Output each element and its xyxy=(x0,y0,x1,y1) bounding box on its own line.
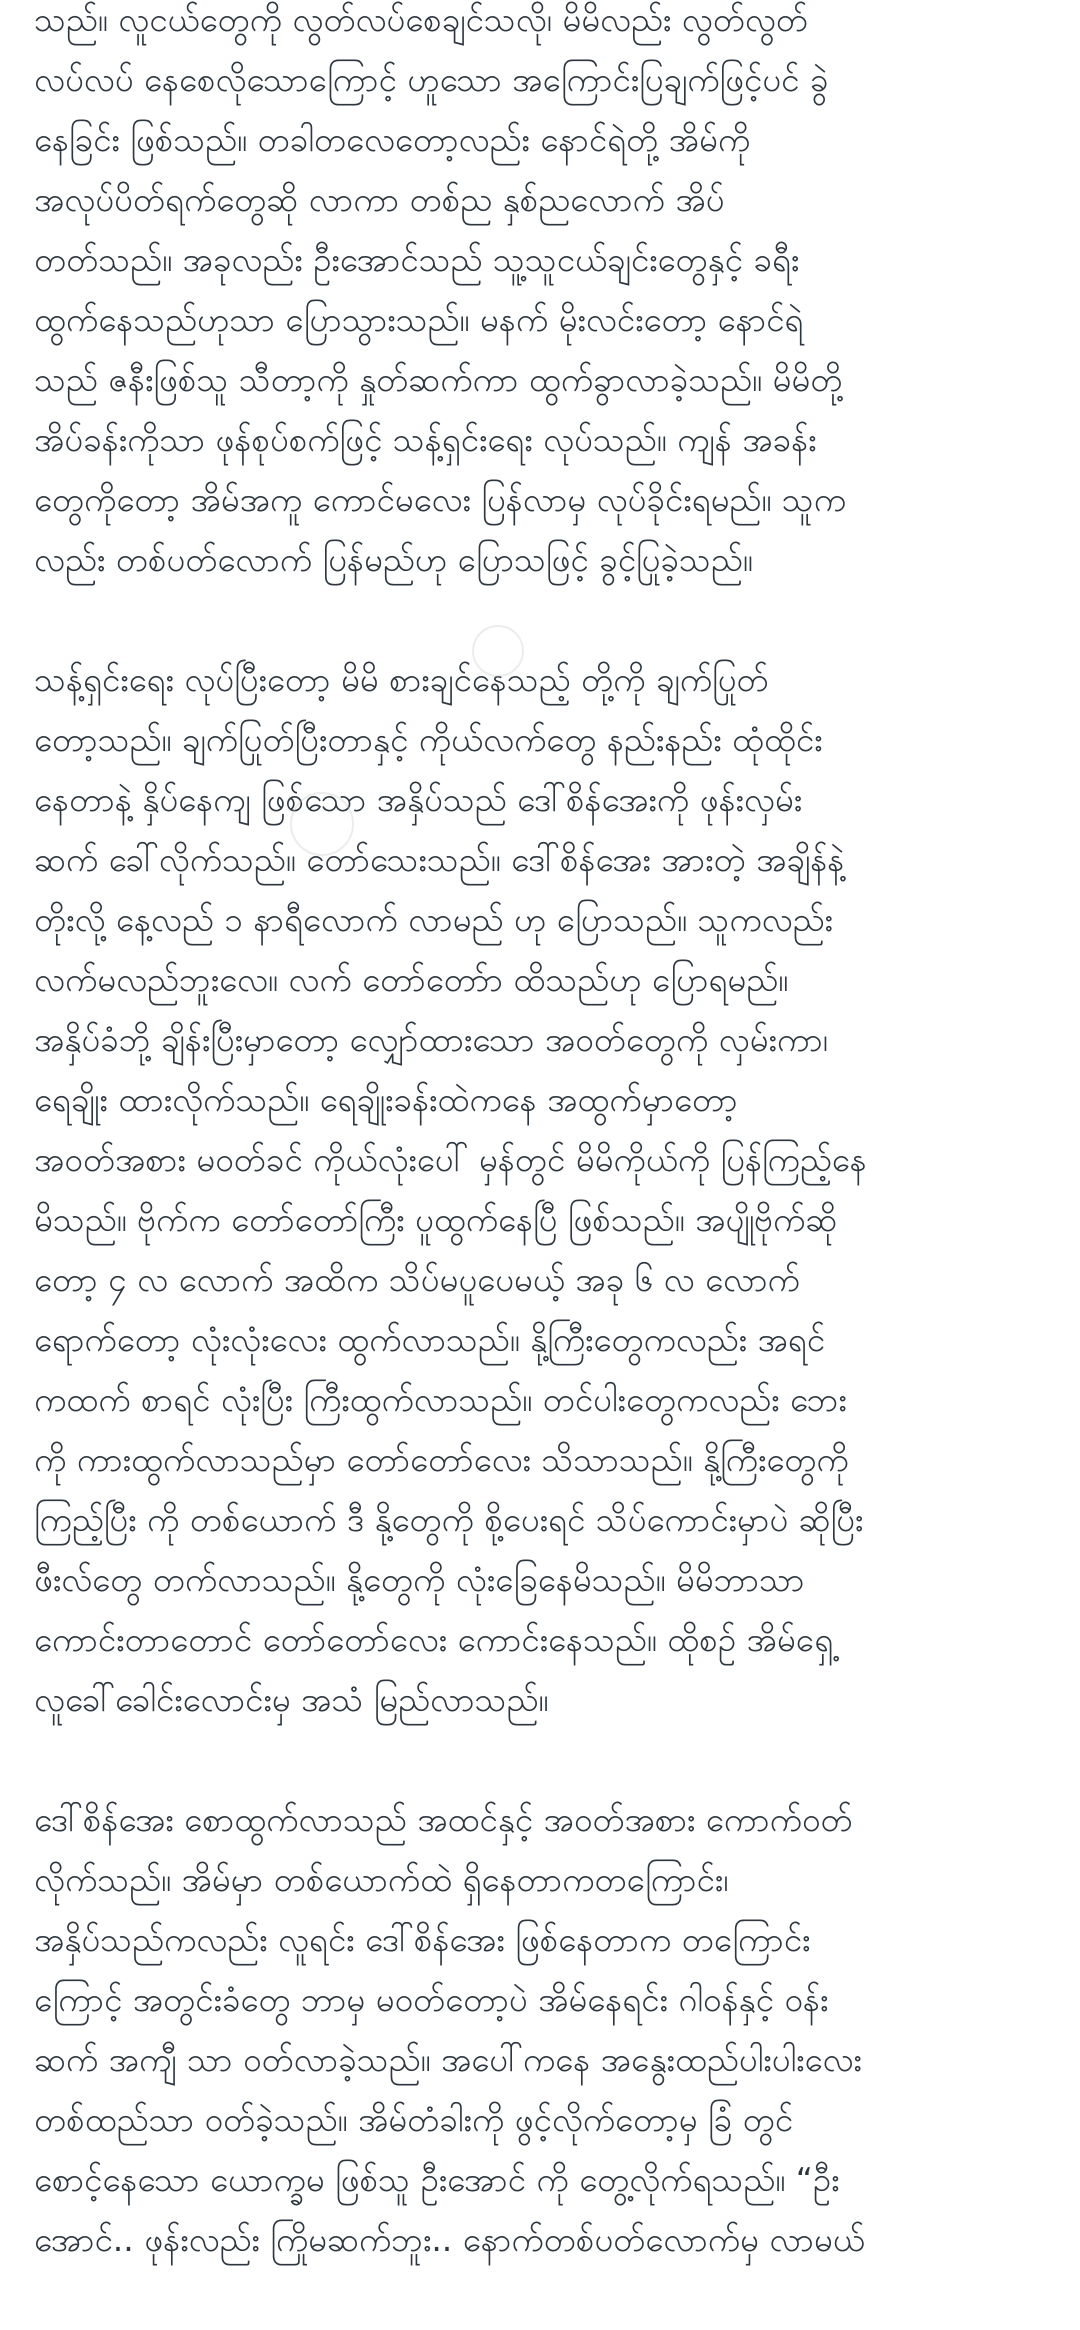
text-line: လပ်လပ် နေစေလိုသောကြောင့် ဟူသော အကြောင်းပြချက်ဖြင့်ပင် ခွဲ xyxy=(34,60,829,99)
text-line: တော့ ၄ လ လောက် အထိက သိပ်မပူပေမယ့် အခု ၆ လ လောက် xyxy=(34,1260,800,1299)
text-line: လက်မလည်ဘူးလေ။ လက် တော်တော်ာ ထိသည်ဟု ပြောရမည်။ xyxy=(34,960,789,999)
text-line: သည်။ လူငယ်တွေကို လွတ်လပ်စေချင်သလို၊ မိမိလည်း လွတ်လွတ် xyxy=(34,0,808,39)
text-line: ရေချိုး ထားလိုက်သည်။ ရေချိုးခန်းထဲကနေ အထွက်မှာတော့ xyxy=(34,1080,738,1119)
text-line: အလုပ်ပိတ်ရက်တွေဆို လာကာ တစ်ည နှစ်ညလောက် အိပ် xyxy=(34,180,725,219)
text-line: လည်း တစ်ပတ်လောက် ပြန်မည်ဟု ပြောသဖြင့် ခွင့်ပြုခဲ့သည်။ xyxy=(34,540,753,579)
text-line: တိုးလို့ နေ့လည် ၁ နာရီလောက် လာမည် ဟု ပြောသည်။ သူကလည်း xyxy=(34,900,833,939)
text-line: တော့သည်။ ချက်ပြုတ်ပြီးတာနှင့် ကိုယ်လက်တွေ နည်းနည်း ထုံထိုင်း xyxy=(34,720,823,759)
text-line: ဆက် အကျီ သာ ဝတ်လာခဲ့သည်။ အပေါ်ကနေ အနွေးထည်ပါးပါးလေး xyxy=(34,2040,862,2079)
text-line: သန့်ရှင်းရေး လုပ်ပြီးတော့ မိမိ စားချင်နေသည့် တို့ကို ချက်ပြုတ် xyxy=(34,660,769,699)
text-line: ရောက်တော့ လုံးလုံးလေး ထွက်လာသည်။ နို့ကြီးတွေကလည်း အရင် xyxy=(34,1320,826,1359)
text-line: ကောင်းတာတောင် တော်တော်လေး ကောင်းနေသည်။ ထိုစဉ် အိမ်ရှေ့ xyxy=(34,1620,834,1659)
text-line: ကြောင့် အတွင်းခံတွေ ဘာမှ မဝတ်တော့ပဲ အိမ်နေရင်း ဂါဝန်နှင့် ဝန်း xyxy=(34,1980,829,2019)
text-line: လူခေါ်ခေါင်းလောင်းမှ အသံ မြည်လာသည်။ xyxy=(34,1680,549,1719)
text-line: ကို ကားထွက်လာသည်မှာ တော်တော်လေး သိသာသည်။ နို့ကြီးတွေကို xyxy=(34,1440,849,1479)
text-line: အောင်.. ဖုန်းလည်း ကြိုမဆက်ဘူး.. နောက်တစ်ပတ်လောက်မှ လာမယ် xyxy=(34,2220,865,2259)
text-line: သည် ဇနီးဖြစ်သူ သီတာ့ကို နှုတ်ဆက်ကာ ထွက်ခွာလာခဲ့သည်။ မိမိတို့ xyxy=(34,360,843,399)
story-paragraph xyxy=(34,650,1046,1730)
text-line: လိုက်သည်။ အိမ်မှာ တစ်ယောက်ထဲ ရှိနေတာကတကြောင်း၊ xyxy=(34,1860,729,1899)
text-line: အနှိပ်ခံဘို့ ချိန်းပြီးမှာတော့ လျှော်ထားသော အဝတ်တွေကို လှမ်းကာ၊ xyxy=(34,1020,828,1059)
text-line: ကထက် စာရင် လုံးပြီး ကြီးထွက်လာသည်။ တင်ပါးတွေကလည်း ဘေး xyxy=(34,1380,847,1419)
text-line: အိပ်ခန်းကိုသာ ဖုန်စုပ်စက်ဖြင့် သန့်ရှင်းရေး လုပ်သည်။ ကျန် အခန်း xyxy=(34,420,817,459)
story-paragraph xyxy=(34,1790,1046,2270)
text-line: အဝတ်အစား မဝတ်ခင် ကိုယ်လုံးပေါ် မှန်တွင် မိမိကိုယ်ကို ပြန်ကြည့်နေ xyxy=(34,1140,867,1179)
text-line: စောင့်နေသော ယောက္ခမ ဖြစ်သူ ဦးအောင် ကို တွေ့လိုက်ရသည်။ “ဦး xyxy=(34,2160,840,2199)
text-line: နေတာနဲ့ နှိပ်နေကျ ဖြစ်သော အနှိပ်သည် ဒေါ်စိန်အေးကို ဖုန်းလှမ်း xyxy=(34,780,803,819)
text-line: တွေကိုတော့ အိမ်အကူ ကောင်မလေး ပြန်လာမှ လုပ်ခိုင်းရမည်။ သူက xyxy=(34,480,846,519)
text-line: မိသည်။ ဗိုက်က တော်တော်ကြီး ပူထွက်နေပြီ ဖြစ်သည်။ အပျိုဗိုက်ဆို xyxy=(34,1200,838,1239)
text-line: နေခြင်း ဖြစ်သည်။ တခါတလေတော့လည်း နောင်ရဲတို့ အိမ်ကို xyxy=(34,120,751,159)
text-line: တစ်ထည်သာ ဝတ်ခဲ့သည်။ အိမ်တံခါးကို ဖွင့်လိုက်တော့မှ ခြံ တွင် xyxy=(34,2100,794,2139)
text-line: ဆက် ခေါ်လိုက်သည်။ တော်သေးသည်။ ဒေါ်စိန်အေး အားတဲ့ အချိန်နဲ့ xyxy=(34,840,845,879)
text-line: ဖီးလ်တွေ တက်လာသည်။ နို့တွေကို လုံးခြေနေမိသည်။ မိမိဘာသာ xyxy=(34,1560,805,1599)
text-line: အနှိပ်သည်ကလည်း လူရင်း ဒေါ်စိန်အေး ဖြစ်နေတာက တကြောင်း xyxy=(34,1920,811,1959)
text-line: ဒေါ်စိန်အေး စောထွက်လာသည် အထင်နှင့် အဝတ်အစား ကောက်ဝတ် xyxy=(34,1800,853,1839)
text-line: ထွက်နေသည်ဟုသာ ပြောသွားသည်။ မနက် မိုးလင်းတော့ နောင်ရဲ xyxy=(34,300,804,339)
story-paragraph xyxy=(34,0,1046,590)
text-line: တတ်သည်။ အခုလည်း ဦးအောင်သည် သူ့သူငယ်ချင်းတွေနှင့် ခရီး xyxy=(34,240,800,279)
text-line: ကြည့်ပြီး ကို တစ်ယောက် ဒီ နို့တွေကို စို့ပေးရင် သိပ်ကောင်းမှာပဲ ဆိုပြီး xyxy=(34,1500,864,1539)
